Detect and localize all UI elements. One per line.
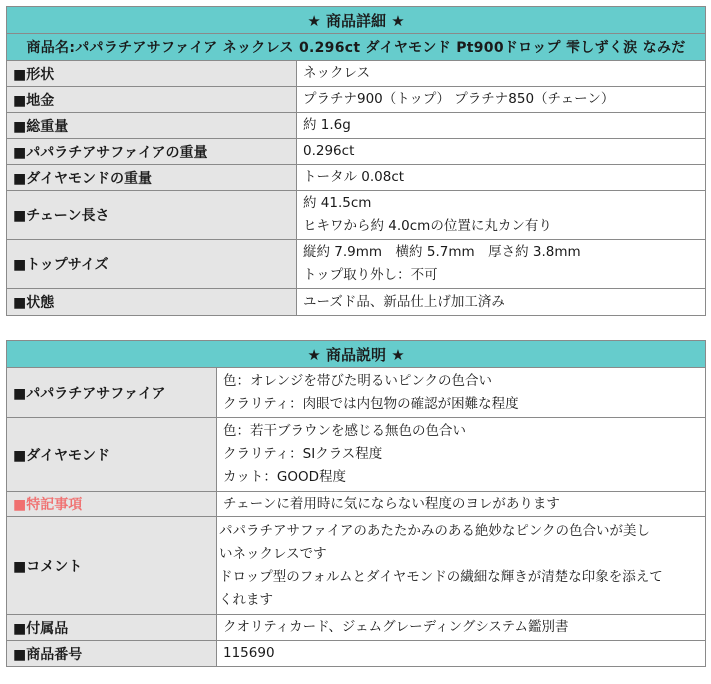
desc-value xyxy=(217,492,706,517)
detail-value xyxy=(297,289,706,316)
desc-value xyxy=(217,615,706,641)
detail-value xyxy=(297,165,706,191)
detail-label: ■ダイヤモンドの重量 xyxy=(7,165,297,191)
value-line: 色：オレンジを帯びた明るいピンクの色合い xyxy=(223,372,493,389)
value-line: ドロップ型のフォルムとダイヤモンドの繊細な輝きが清楚な印象を添えて xyxy=(219,568,663,585)
detail-label: ■トップサイズ xyxy=(7,240,297,289)
detail-row-condition xyxy=(7,289,706,316)
detail-label: ■地金 xyxy=(7,87,297,113)
detail-label: ■形状 xyxy=(7,61,297,87)
detail-row-chain-length xyxy=(7,191,706,240)
desc-label-special: ■特記事項 xyxy=(7,492,217,517)
value-line: 色：若干ブラウンを感じる無色の色合い xyxy=(223,423,466,439)
value-line: トータル 0.08ct xyxy=(303,169,405,185)
desc-value xyxy=(217,641,706,667)
detail-value xyxy=(297,139,706,165)
description-header: ★ 商品説明 ★ xyxy=(7,341,706,368)
desc-row-sapphire xyxy=(7,368,706,418)
detail-label: ■総重量 xyxy=(7,113,297,139)
desc-value xyxy=(217,368,706,418)
detail-row-diamond-weight xyxy=(7,165,706,191)
desc-row-special-notes xyxy=(7,492,706,517)
value-line: クラリティ：肉眼では内包物の確認が困難な程度 xyxy=(223,395,519,412)
detail-label: ■チェーン長さ xyxy=(7,191,297,240)
desc-row-product-number xyxy=(7,641,706,667)
value-line: 0.296ct xyxy=(303,143,355,159)
value-line: チェーンに着用時に気にならない程度のヨレがあります xyxy=(223,495,560,512)
product-name: 商品名:パパラチアサファイア ネックレス 0.296ct ダイヤモンド Pt900ドロップ 雫しずく涙 なみだ xyxy=(7,34,706,61)
value-line: クオリティカード、ジェムグレーディングシステム鑑別書 xyxy=(223,619,569,635)
value-line: パパラチアサファイアのあたたかみのある絶妙なピンクの色合いが美し xyxy=(219,522,651,539)
detail-value xyxy=(297,191,706,240)
detail-value xyxy=(297,113,706,139)
detail-row-total-weight xyxy=(7,113,706,139)
details-header: ★ 商品詳細 ★ xyxy=(7,7,706,34)
product-details-table xyxy=(6,6,706,316)
detail-value xyxy=(297,87,706,113)
value-line: 約 1.6g xyxy=(303,117,351,133)
desc-label: ■ダイヤモンド xyxy=(7,418,217,492)
desc-label: ■パパラチアサファイア xyxy=(7,368,217,418)
desc-label: ■コメント xyxy=(7,517,217,615)
value-line: プラチナ900（トップ） プラチナ850（チェーン） xyxy=(303,91,615,107)
desc-label: ■付属品 xyxy=(7,615,217,641)
desc-value xyxy=(217,517,706,615)
value-line: くれます xyxy=(219,591,273,608)
detail-row-sapphire-weight xyxy=(7,139,706,165)
detail-label: ■パパラチアサファイアの重量 xyxy=(7,139,297,165)
detail-value xyxy=(297,61,706,87)
detail-row-top-size xyxy=(7,240,706,289)
value-line: ユーズド品、新品仕上げ加工済み xyxy=(303,293,505,310)
value-line: トップ取り外し：不可 xyxy=(303,267,438,283)
detail-value xyxy=(297,240,706,289)
value-line: 115690 xyxy=(223,645,275,661)
product-description-table xyxy=(6,340,706,667)
value-line: ヒキワから約 4.0cmの位置に丸カン有り xyxy=(303,218,552,234)
detail-label: ■状態 xyxy=(7,289,297,316)
value-line: ネックレス xyxy=(303,65,371,81)
value-line: クラリティ：SIクラス程度 xyxy=(223,446,383,462)
desc-value xyxy=(217,418,706,492)
value-line: いネックレスです xyxy=(219,545,327,562)
value-line: 約 41.5cm xyxy=(303,195,372,211)
desc-row-diamond xyxy=(7,418,706,492)
desc-label: ■商品番号 xyxy=(7,641,217,667)
detail-row-metal xyxy=(7,87,706,113)
desc-row-accessories xyxy=(7,615,706,641)
desc-row-comment xyxy=(7,517,706,615)
value-line: カット：GOOD程度 xyxy=(223,469,346,485)
detail-row-shape xyxy=(7,61,706,87)
value-line: 縦約 7.9mm 横約 5.7mm 厚さ約 3.8mm xyxy=(303,244,581,260)
